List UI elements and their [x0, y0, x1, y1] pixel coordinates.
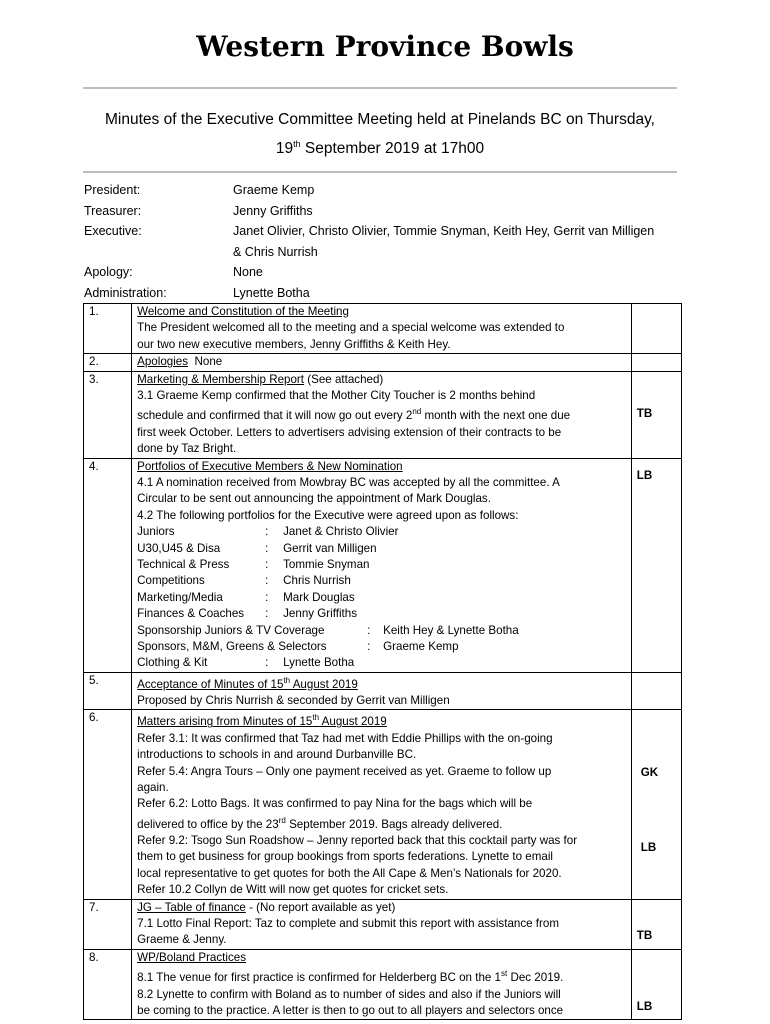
- item-text: Refer 3.1: It was confirmed that Taz had met with Eddie Phillips with the on-going: [137, 731, 553, 745]
- portfolio-row: [137, 573, 626, 589]
- item-heading: [137, 673, 626, 693]
- portfolio-row: [137, 655, 626, 671]
- item-text: 4.1 A nomination received from Mowbray BC was accepted by all the committee. A: [137, 475, 560, 489]
- item-body: [132, 354, 632, 371]
- ordinal-suffix: rd: [278, 815, 286, 825]
- table-row: [84, 672, 682, 710]
- item-text: Proposed by Chris Nurrish & seconded by Gerrit van Milligen: [137, 694, 450, 708]
- item-text: Refer 9.2: Tsogo Sun Roadshow – Jenny reported back that this cocktail party was for: [137, 834, 578, 848]
- meeting-subtitle: [70, 108, 690, 161]
- item-heading-part: August 2019: [290, 677, 358, 691]
- attendee-value: Janet Olivier, Christo Olivier, Tommie Snyman, Keith Hey, Gerrit van Milligen & Chris Nurrish: [233, 224, 655, 259]
- item-text-part: schedule and confirmed that it will now go out every 2: [137, 409, 413, 423]
- item-text: Refer 10.2 Collyn de Witt will now get quotes for cricket sets.: [137, 883, 449, 897]
- item-text: our two new executive members, Jenny Griffiths & Keith Hey.: [137, 337, 451, 351]
- portfolio-person: Mark Douglas: [283, 590, 355, 604]
- item-body: [132, 458, 632, 672]
- portfolio-row: [137, 623, 626, 639]
- portfolio-person: Janet & Christo Olivier: [283, 525, 399, 539]
- item-text: The President welcomed all to the meeting and a special welcome was extended to: [137, 321, 565, 335]
- item-number: 8.: [84, 949, 132, 1019]
- portfolio-person: Tommie Snyman: [283, 557, 370, 571]
- item-text: [137, 966, 626, 986]
- item-text-part: Dec 2019.: [507, 971, 564, 985]
- item-heading: [137, 710, 626, 730]
- item-text: 7.1 Lotto Final Report: Taz to complete and submit this report with assistance from: [137, 917, 559, 931]
- attendee-row: [84, 201, 684, 222]
- portfolio-person: Keith Hey & Lynette Botha: [383, 623, 519, 637]
- item-text: introductions to schools in and around Durbanville BC.: [137, 748, 417, 762]
- portfolio-role: Sponsorship Juniors & TV Coverage: [137, 623, 325, 637]
- attendee-row: [84, 283, 684, 304]
- item-action: TB: [631, 371, 681, 458]
- item-text: [137, 404, 626, 424]
- portfolio-separator: :: [367, 623, 371, 637]
- title-divider: [83, 87, 677, 89]
- portfolio-person: Chris Nurrish: [283, 574, 351, 588]
- portfolio-role: Sponsors, M&M, Greens & Selectors: [137, 639, 327, 653]
- portfolio-person: Gerrit van Milligen: [283, 541, 377, 555]
- item-body: [132, 710, 632, 899]
- item-text: local representative to get quotes for both the All Cape & Men’s Nationals for 2020.: [137, 866, 562, 880]
- item-heading-part: August 2019: [319, 715, 387, 729]
- attendee-list: [84, 180, 684, 303]
- attendee-label: Administration:: [84, 285, 167, 300]
- attendee-value: None: [233, 265, 263, 279]
- portfolio-separator: :: [265, 541, 269, 555]
- item-heading: Marketing & Membership Report: [137, 372, 305, 386]
- ordinal-suffix: th: [283, 675, 291, 685]
- portfolio-person: Jenny Griffiths: [283, 607, 358, 621]
- attendee-value: Jenny Griffiths: [233, 203, 313, 218]
- attendee-value: Graeme Kemp: [233, 183, 315, 197]
- portfolio-role: Finances & Coaches: [137, 607, 245, 621]
- portfolio-role: Juniors: [137, 525, 175, 539]
- attendee-row: [84, 180, 684, 201]
- table-row: [84, 371, 682, 458]
- portfolio-separator: :: [367, 639, 371, 653]
- item-number: 2.: [84, 354, 132, 371]
- portfolio-row: [137, 639, 626, 655]
- table-row: [84, 949, 682, 1019]
- item-text: None: [194, 355, 223, 369]
- item-number: 6.: [84, 710, 132, 899]
- item-heading: WP/Boland Practices: [137, 950, 247, 964]
- ordinal-suffix: th: [312, 713, 320, 723]
- item-text-part: 8.1 The venue for first practice is confirmed for Helderberg BC on the 1: [137, 971, 502, 985]
- item-action: [631, 672, 681, 710]
- item-text: 3.1 Graeme Kemp confirmed that the Mother City Toucher is 2 months behind: [137, 389, 536, 403]
- table-row: [84, 710, 682, 899]
- portfolio-row: [137, 541, 626, 557]
- portfolio-row: [137, 524, 626, 540]
- item-heading: Welcome and Constitution of the Meeting: [137, 305, 349, 318]
- table-row: [84, 304, 682, 354]
- attendee-label: Treasurer:: [84, 203, 142, 218]
- attendee-row: [84, 221, 684, 262]
- item-text: them to get business for group bookings from sports federations. Lynette to email: [137, 850, 554, 864]
- item-text: 8.2 Lynette to confirm with Boland as to number of sides and also if the Juniors will: [137, 987, 561, 1001]
- subtitle-day: 19: [275, 140, 294, 158]
- item-heading-note: - (No report available as yet): [245, 900, 396, 914]
- portfolio-person: Graeme Kemp: [383, 639, 459, 653]
- item-text: [137, 813, 626, 833]
- table-row: [84, 458, 682, 672]
- item-text-part: September 2019. Bags already delivered.: [285, 817, 503, 831]
- item-body: [132, 672, 632, 710]
- table-row: [84, 899, 682, 949]
- portfolio-row: [137, 590, 626, 606]
- item-text: again.: [137, 780, 169, 794]
- action-initials: LB: [640, 841, 657, 855]
- portfolio-separator: :: [265, 525, 269, 539]
- portfolio-role: Competitions: [137, 574, 205, 588]
- item-text: first week October. Letters to advertisers advising extension of their contracts to be: [137, 425, 562, 439]
- item-number: 4.: [84, 458, 132, 672]
- portfolio-separator: :: [265, 656, 269, 670]
- portfolio-role: Technical & Press: [137, 557, 230, 571]
- portfolio-separator: :: [265, 590, 269, 604]
- portfolio-role: U30,U45 & Disa: [137, 541, 221, 555]
- item-number: 3.: [84, 371, 132, 458]
- item-heading-part: Acceptance of Minutes of 15: [137, 677, 284, 691]
- item-heading-part: Matters arising from Minutes of 15: [137, 715, 313, 729]
- item-text: be coming to the practice. A letter is then to go out to all players and selectors once: [137, 1003, 564, 1017]
- item-action: [631, 354, 681, 371]
- document-title: Western Province Bowls: [196, 30, 574, 63]
- item-body: [132, 304, 632, 354]
- attendee-label: Executive:: [84, 224, 142, 238]
- item-action: LB: [631, 458, 681, 672]
- portfolio-separator: :: [265, 607, 269, 621]
- item-action: [631, 710, 681, 899]
- portfolio-separator: :: [265, 557, 269, 571]
- item-action: LB: [631, 949, 681, 1019]
- item-body: [132, 949, 632, 1019]
- item-body: [132, 899, 632, 949]
- portfolio-separator: :: [265, 574, 269, 588]
- item-text: 4.2 The following portfolios for the Executive were agreed upon as follows:: [137, 508, 519, 522]
- item-text-part: month with the next one due: [421, 409, 571, 423]
- subtitle-divider: [83, 171, 677, 173]
- portfolio-row: [137, 557, 626, 573]
- item-heading-note: (See attached): [304, 372, 384, 386]
- item-number: 1.: [84, 304, 132, 354]
- subtitle-line-2: September 2019 at 17h00: [300, 140, 485, 158]
- item-text: Graeme & Jenny.: [137, 933, 227, 947]
- item-text-part: delivered to office by the 23: [137, 817, 279, 831]
- attendee-label: Apology:: [84, 265, 133, 279]
- item-heading: JG – Table of finance: [137, 900, 246, 914]
- subtitle-line-1: Minutes of the Executive Committee Meeting held at Pinelands BC on Thursday,: [105, 111, 655, 128]
- minutes-table: [83, 303, 682, 1020]
- attendee-value: Lynette Botha: [233, 285, 310, 300]
- item-action: TB: [631, 899, 681, 949]
- portfolio-person: Lynette Botha: [283, 656, 355, 670]
- item-heading: Portfolios of Executive Members & New Nomination: [137, 459, 403, 473]
- attendee-row: [84, 262, 684, 283]
- portfolio-role: Clothing & Kit: [137, 656, 208, 670]
- ordinal-suffix: st: [501, 969, 508, 979]
- item-text: done by Taz Bright.: [137, 442, 237, 456]
- item-heading: Apologies: [137, 355, 189, 369]
- item-text: Refer 5.4: Angra Tours – Only one payment received as yet. Graeme to follow up: [137, 764, 552, 778]
- item-body: [132, 371, 632, 458]
- item-number: 7.: [84, 899, 132, 949]
- subtitle-day-suffix: th: [293, 139, 301, 149]
- item-action: [631, 304, 681, 354]
- item-text: Circular to be sent out announcing the appointment of Mark Douglas.: [137, 492, 491, 506]
- portfolio-role: Marketing/Media: [137, 590, 223, 604]
- portfolio-row: [137, 606, 626, 622]
- item-text: Refer 6.2: Lotto Bags. It was confirmed to pay Nina for the bags which will be: [137, 797, 533, 811]
- ordinal-suffix: nd: [412, 407, 422, 417]
- item-number: 5.: [84, 672, 132, 710]
- attendee-label: President:: [84, 183, 141, 197]
- action-initials: GK: [640, 766, 659, 780]
- table-row: [84, 354, 682, 371]
